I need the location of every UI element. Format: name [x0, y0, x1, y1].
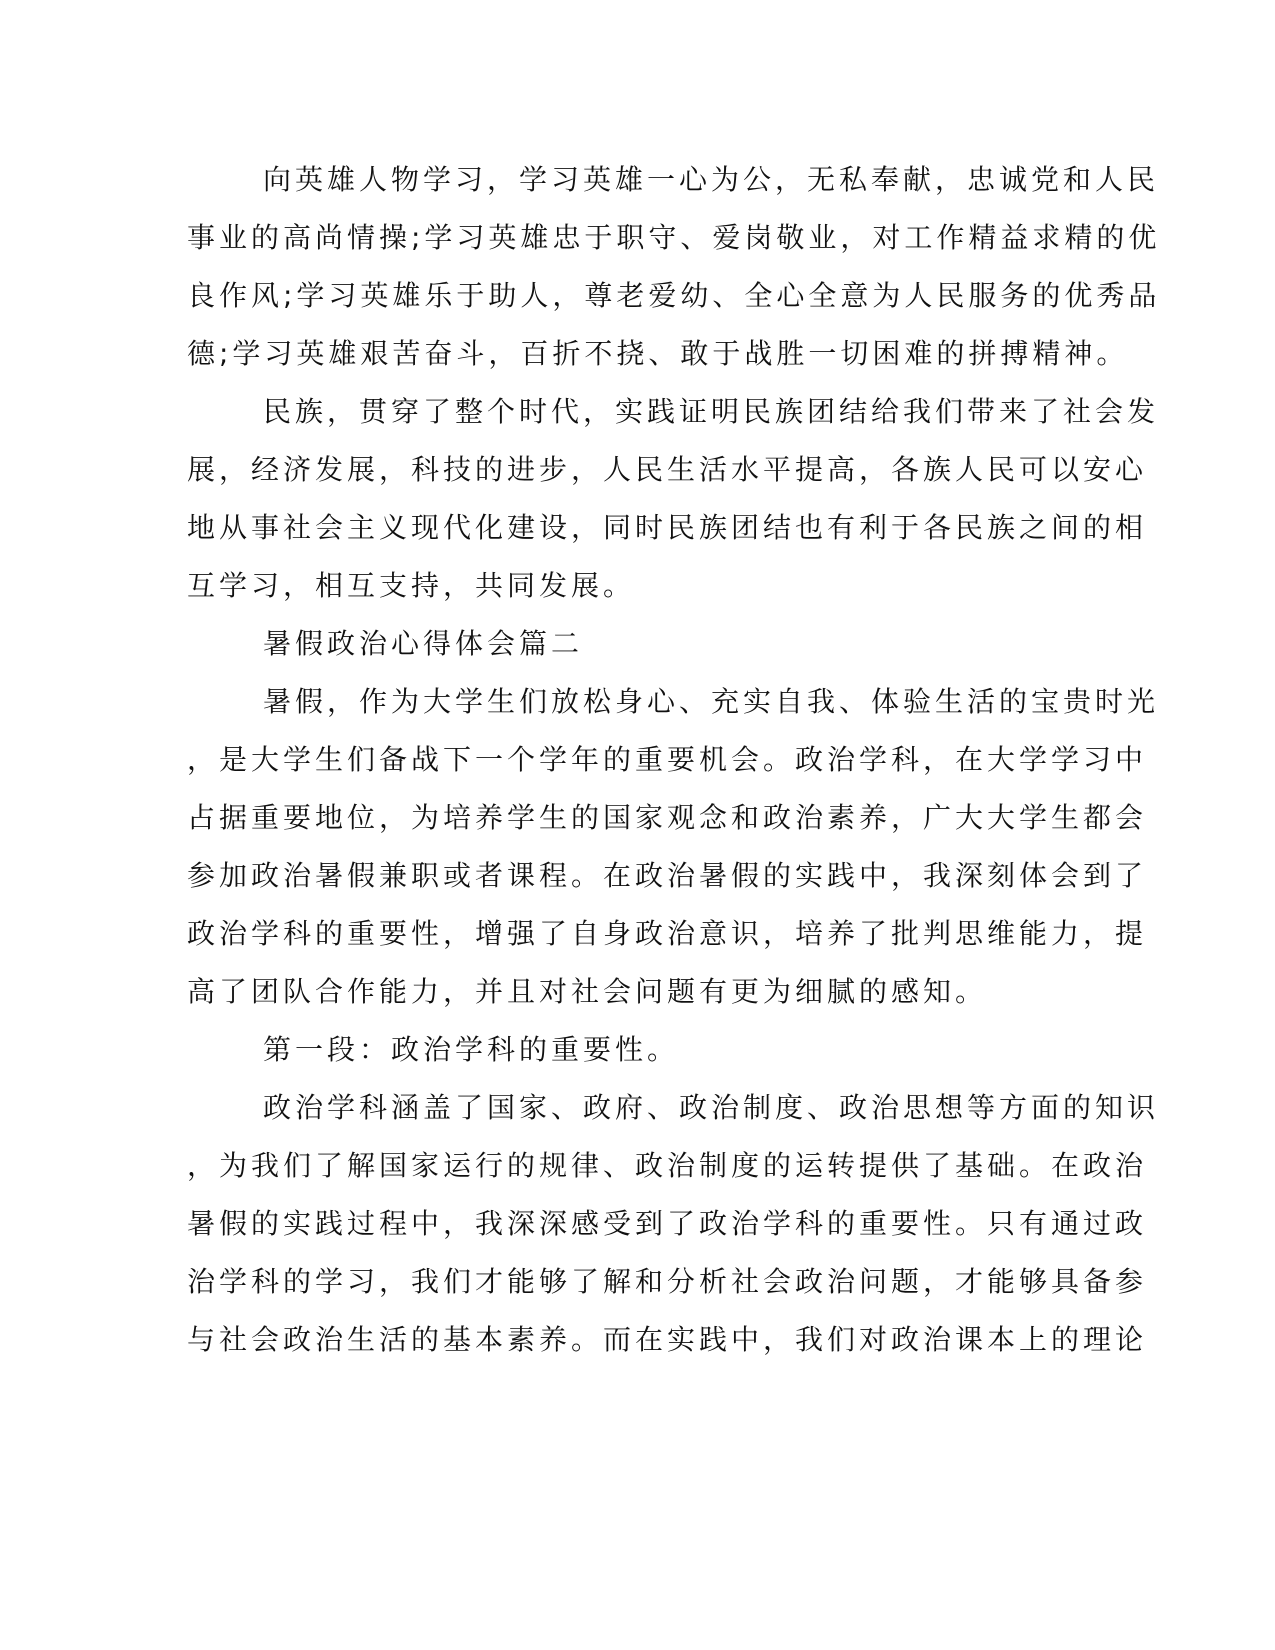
- text-line: 事业的高尚情操;学习英雄忠于职守、爱岗敬业，对工作精益求精的优: [187, 221, 1161, 254]
- text-line: 治学科的学习，我们才能够了解和分析社会政治问题，才能够具备参: [187, 1265, 1148, 1298]
- text-line: 地从事社会主义现代化建设，同时民族团结也有利于各民族之间的相: [187, 511, 1148, 544]
- text-line: 参加政治暑假兼职或者课程。在政治暑假的实践中，我深刻体会到了: [187, 859, 1148, 892]
- text-line: 向英雄人物学习，学习英雄一心为公，无私奉献，忠诚党和人民: [263, 163, 1160, 196]
- text-line: 互学习，相互支持，共同发展。: [187, 569, 636, 602]
- text-line: ，是大学生们备战下一个学年的重要机会。政治学科，在大学学习中: [187, 743, 1148, 776]
- text-line: 与社会政治生活的基本素养。而在实践中，我们对政治课本上的理论: [187, 1323, 1148, 1356]
- section-heading: 暑假政治心得体会篇二: [263, 627, 584, 660]
- text-line: ，为我们了解国家运行的规律、政治制度的运转提供了基础。在政治: [187, 1149, 1148, 1182]
- text-line: 良作风;学习英雄乐于助人，尊老爱幼、全心全意为人民服务的优秀品: [187, 279, 1161, 312]
- text-line: 暑假，作为大学生们放松身心、充实自我、体验生活的宝贵时光: [263, 685, 1160, 718]
- text-line: 暑假的实践过程中，我深深感受到了政治学科的重要性。只有通过政: [187, 1207, 1148, 1240]
- text-line: 展，经济发展，科技的进步，人民生活水平提高，各族人民可以安心: [187, 453, 1148, 486]
- text-line: 民族，贯穿了整个时代，实践证明民族团结给我们带来了社会发: [263, 395, 1160, 428]
- section-heading: 第一段：政治学科的重要性。: [263, 1033, 680, 1066]
- text-line: 占据重要地位，为培养学生的国家观念和政治素养，广大大学生都会: [187, 801, 1148, 834]
- text-line: 德;学习英雄艰苦奋斗，百折不挠、敢于战胜一切困难的拼搏精神。: [187, 337, 1129, 370]
- text-line: 高了团队合作能力，并且对社会问题有更为细腻的感知。: [187, 975, 988, 1008]
- text-line: 政治学科的重要性，增强了自身政治意识，培养了批判思维能力，提: [187, 917, 1148, 950]
- text-line: 政治学科涵盖了国家、政府、政治制度、政治思想等方面的知识: [263, 1091, 1160, 1124]
